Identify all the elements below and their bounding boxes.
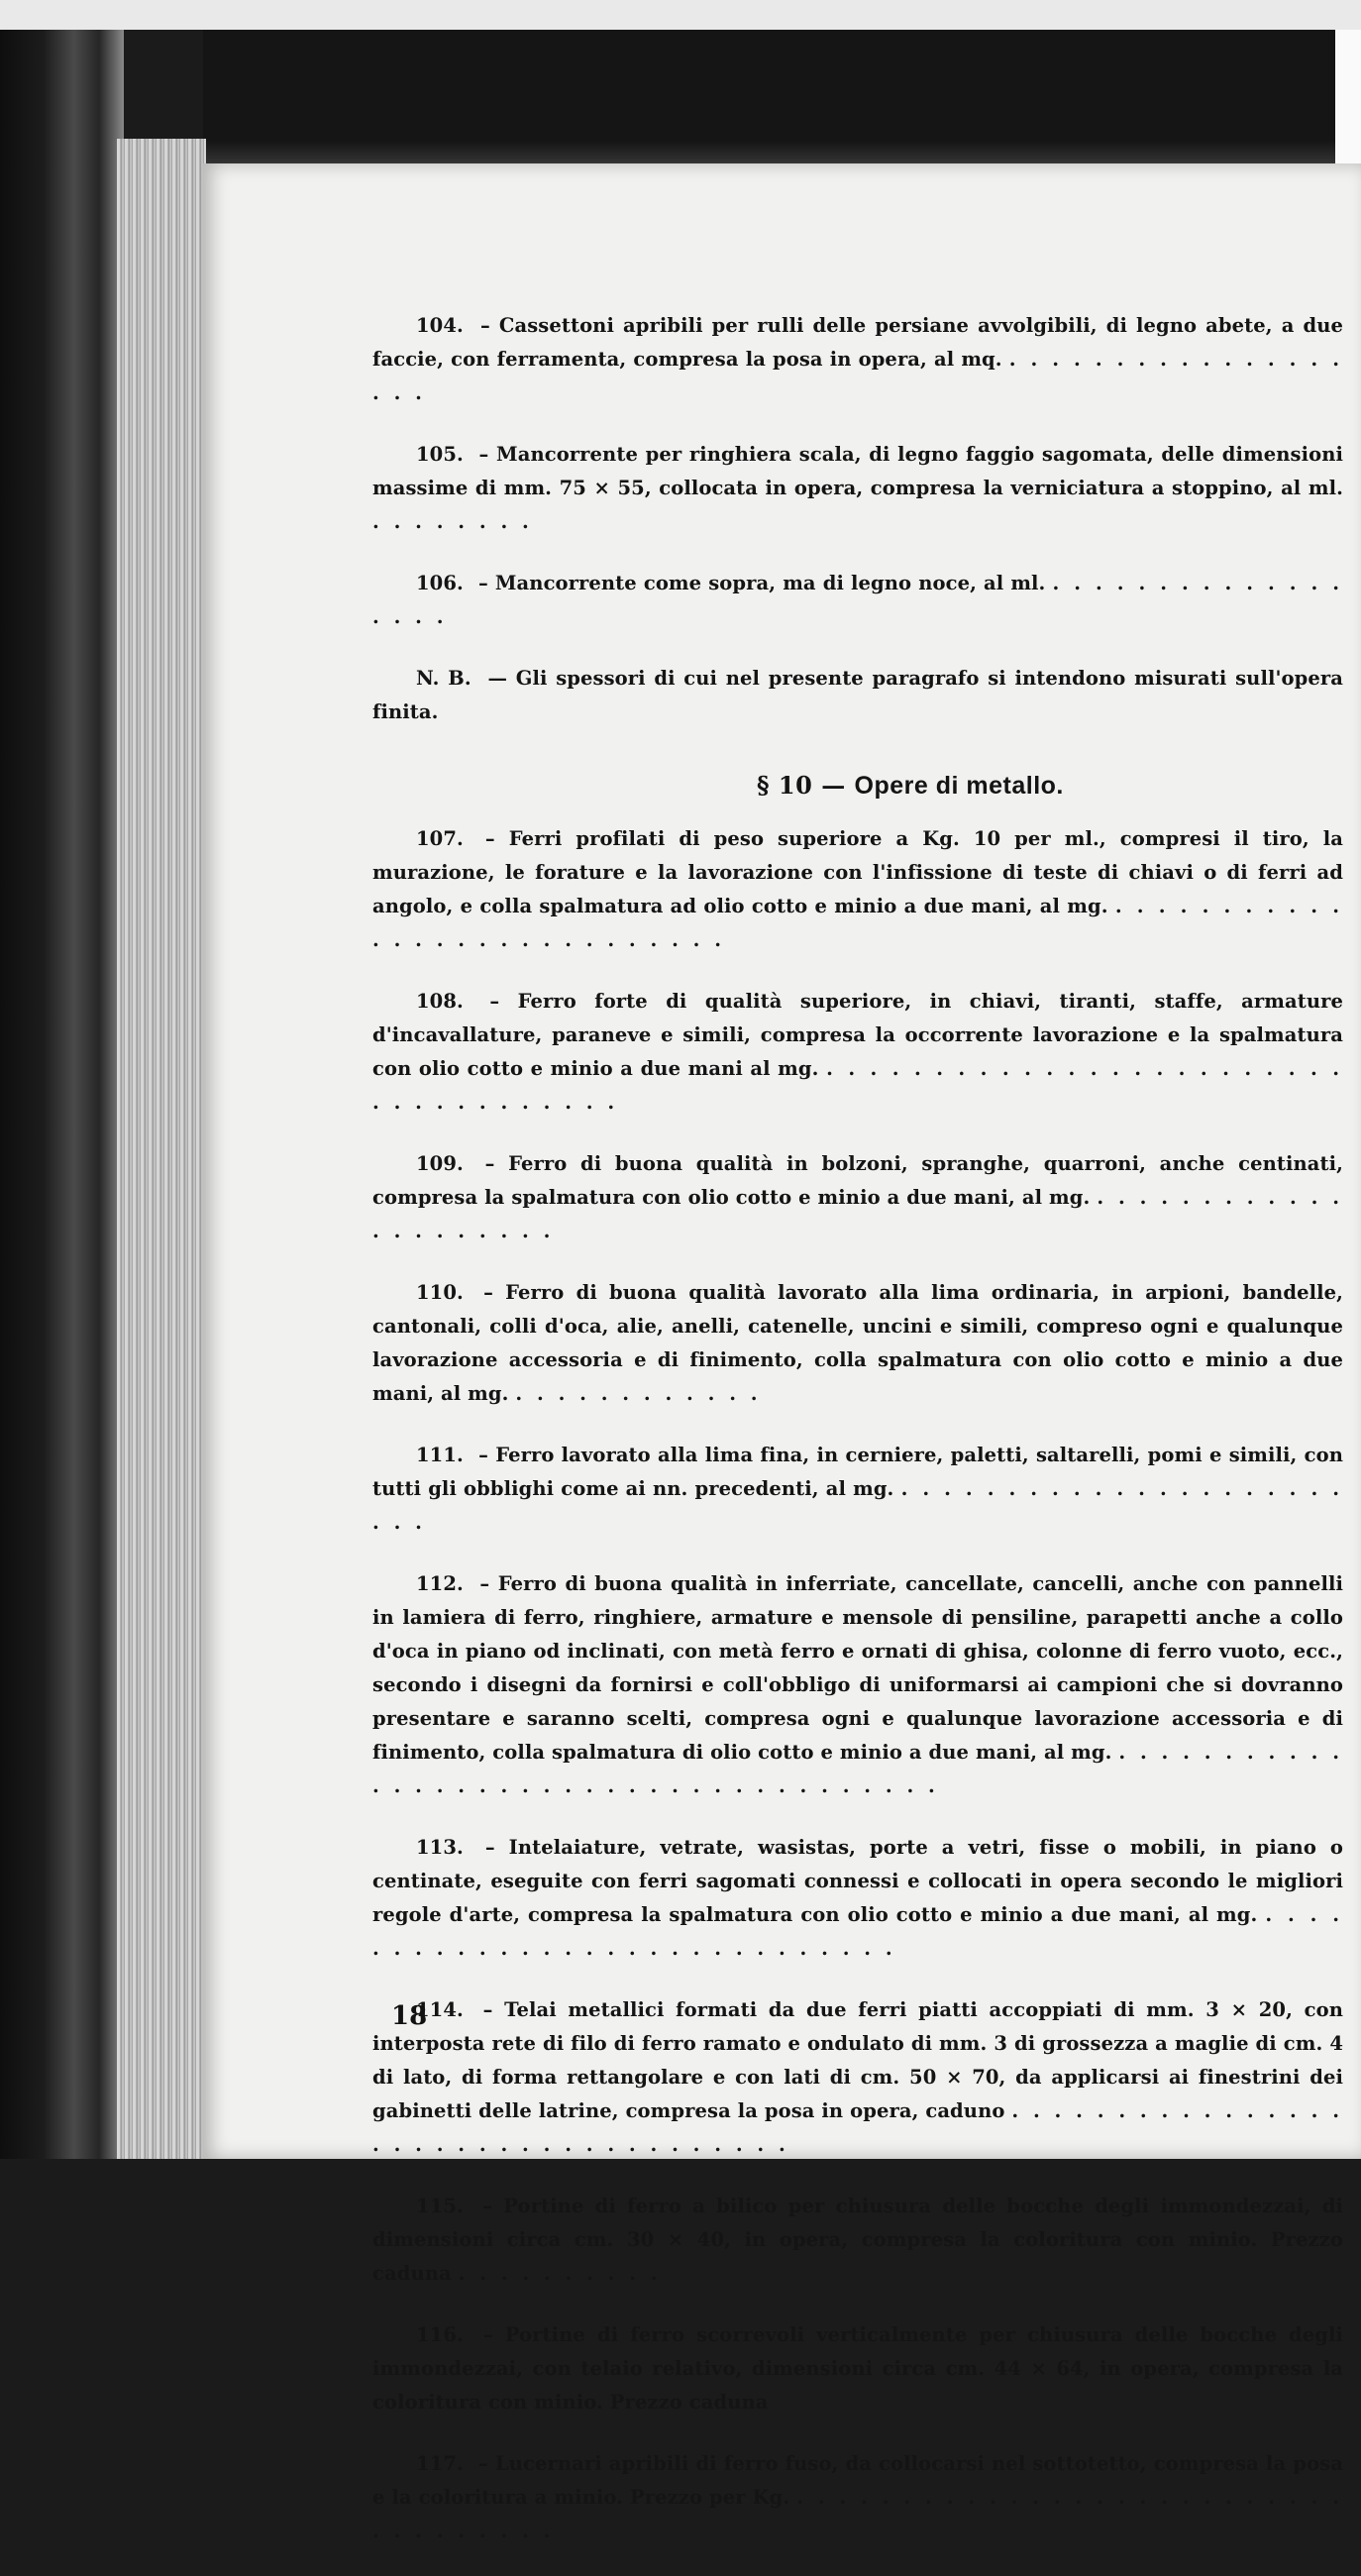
entry-number: 111.: [416, 1444, 464, 1466]
dot-leader: . . . . . . . . . . . . . . . . . .: [372, 572, 1343, 628]
entry-text: – Ferro forte di qualità superiore, in chiavi, tiranti, staffe, armature d'incavallature, paraneve e simili, compresa la occorrente lavorazione e la spalmatura con olio cotto e minio a due mani al mg.: [372, 990, 1343, 1080]
entry-number: 106.: [416, 572, 464, 594]
entry-text: – Ferro lavorato alla lima fina, in cerniere, paletti, saltarelli, pomi e simili, con tutti gli obblighi come ai nn. precedenti, al mg.: [372, 1444, 1344, 1500]
page-content: [372, 309, 1343, 2576]
page-number: 18: [391, 2001, 428, 2031]
entry-text: – Cassettoni apribili per rulli delle persiane avvolgibili, di legno abete, a due faccie, con ferramenta, compresa la posa in opera, al mq.: [372, 314, 1343, 371]
entry-text: – Ferro di buona qualità in inferriate, cancellate, cancelli, anche con pannelli in lamiera di ferro, ringhiere, armature e mensole di pensiline, parapetti anche a collo d'oca in piano od inclinati, con metà ferro e ornati di ghisa, colonne di ferro vuoto, ecc., secondo i disegni da fornirsi e coll'obbligo di uniformarsi ai campioni che si dovranno presentare e saranno scelti, compresa ogni e qualunque lavorazione accessoria e di finimento, colla spalmatura di olio cotto e minio a due mani, al mg.: [372, 1572, 1343, 1764]
entry-text: – Mancorrente come sopra, ma di legno noce, al ml.: [477, 572, 1046, 594]
entry-116: [372, 2318, 1343, 2419]
dot-leader: . . . . . . . . . . . . . . . . . . . . . . . .: [372, 1477, 1344, 1534]
dot-leader: . . . . . . . . . . . . . . . . . . . . . . . . . . . . .: [372, 1903, 1343, 1960]
book-gutter: [0, 30, 124, 2159]
dot-leader: . . . . . . . . . . . . . . . . . . . . . . . . . . . .: [372, 895, 1343, 951]
entry-112: [372, 1567, 1343, 1803]
dot-leader: . . . . . . . . . . . . . . . . . . . . . . . . . . . . . . . . . . . .: [372, 2099, 1343, 2156]
entry-text: – Lucernari apribili di ferro fuso, da collocarsi nel sottotetto, compresa la posa e la coloritura a minio. Prezzo per Kg.: [372, 2452, 1343, 2509]
dot-leader: . . . . . . . . . . . . . . . . . . . . . . . . . . . . . . . . . . . .: [372, 1057, 1344, 1114]
entry-105: [372, 438, 1343, 539]
section-dash: —: [821, 771, 846, 800]
entry-text: – Intelaiature, vetrate, wasistas, porte a vetri, fisse o mobili, in piano o centinate, eseguite con ferri sagomati connessi e collocati in opera secondo le migliori regole d'arte, compresa la spalmatura con olio cotto e minio a due mani, al mg.: [372, 1836, 1343, 1926]
dot-leader: . . . . . . . . . . . . . . . . . . . . .: [372, 1186, 1343, 1242]
entry-107: [372, 822, 1343, 957]
entry-109: [372, 1147, 1343, 1248]
entry-104: [372, 309, 1343, 410]
section-symbol: §: [757, 771, 771, 800]
note-text: — Gli spessori di cui nel presente paragrafo si intendono misurati sull'opera finita.: [372, 667, 1343, 723]
entry-113: [372, 1831, 1343, 1966]
entry-111: [372, 1439, 1343, 1540]
entry-text: – Ferro di buona qualità lavorato alla lima ordinaria, in arpioni, bandelle, cantonali, colli d'oca, alie, anelli, catenelle, uncini e simili, compreso ogni e qualunque lavorazione accessoria e di finimento, colla spalmatura con olio cotto e minio a due mani, al mg.: [372, 1281, 1343, 1405]
dot-leader: . . . . . . . .: [372, 510, 533, 533]
entry-110: [372, 1276, 1343, 1411]
note-label: N. B.: [416, 667, 471, 690]
entry-number: 113.: [416, 1836, 464, 1859]
nota-bene: [372, 662, 1343, 729]
entry-text: – Ferro di buona qualità in bolzoni, spranghe, quarroni, anche centinati, compresa la spalmatura con olio cotto e minio a due mani, al mg.: [372, 1152, 1343, 1209]
entry-number: 104.: [416, 314, 464, 337]
scan-border-top: [0, 0, 1361, 30]
scan-border-right: [1335, 30, 1361, 178]
entry-number: 115.: [416, 2195, 464, 2217]
dot-leader: . . . . . . . . . . . . . . . . . . . . . . . . . . . . . . . . . . . . . .: [372, 1741, 1344, 1797]
entry-text: – Telai metallici formati da due ferri piatti accoppiati di mm. 3 × 20, con interposta rete di filo di ferro ramato e ondulato di mm. 3 di grossezza a maglie di cm. 4 di lato, di forma rettangolare e con lati di cm. 50 × 70, da applicarsi ai finestrini dei gabinetti delle latrine, compresa la posa in opera, caduno: [372, 1998, 1344, 2122]
entry-number: 112.: [416, 1572, 464, 1595]
dot-leader: . . . . . . . . . . . . . . . . . . .: [372, 348, 1343, 404]
dot-leader: . . . . . . . . . . . . . . . . . . . . . . . . . . . . . . . . . . .: [372, 2486, 1344, 2542]
entry-106: [372, 567, 1343, 634]
section-number: 10: [778, 771, 813, 800]
entry-text: – Portine di ferro scorrevoli verticalmente per chiusura delle bocche degli immondezzai, con telaio relativo, dimensioni circa cm. 44 × 64, in opera, compresa la coloritura con minio. Prezzo caduna: [372, 2323, 1343, 2414]
entry-number: 105.: [416, 443, 464, 466]
entry-number: 108.: [416, 990, 464, 1013]
section-heading: [372, 769, 1343, 803]
entry-number: 116.: [416, 2323, 464, 2346]
dot-leader: . . . . . . . . . . . .: [515, 1382, 762, 1405]
entry-number: 107.: [416, 827, 464, 850]
entry-115: [372, 2190, 1343, 2291]
entry-114: [372, 1993, 1343, 2162]
entry-number: 110.: [416, 1281, 464, 1304]
entry-108: [372, 985, 1343, 1120]
entry-text: – Ferri profilati di peso superiore a Kg. 10 per ml., compresi il tiro, la murazione, le forature e la lavorazione con l'infissione di teste di chiavi o di ferri ad angolo, e colla spalmatura ad olio cotto e minio a due mani, al mg.: [372, 827, 1343, 917]
entry-117: [372, 2447, 1343, 2548]
scan-shadow-top: [203, 30, 1335, 168]
entry-number: 109.: [416, 1152, 464, 1175]
page-edges: [117, 139, 206, 2159]
dot-leader: . . . . . . . . . .: [458, 2262, 662, 2285]
entry-number: 114.: [416, 1998, 464, 2021]
section-title: Opere di metallo.: [854, 772, 1064, 800]
entry-text: – Mancorrente per ringhiera scala, di legno faggio sagomata, delle dimensioni massime di mm. 75 × 55, collocata in opera, compresa la verniciatura a stoppino, al ml.: [372, 443, 1343, 499]
entry-text: – Portine di ferro a bilico per chiusura delle bocche degli immondezzai, di dimensioni circa cm. 30 × 40, in opera, compresa la coloritura con minio. Prezzo caduna: [372, 2195, 1343, 2285]
entry-number: 117.: [416, 2452, 464, 2475]
